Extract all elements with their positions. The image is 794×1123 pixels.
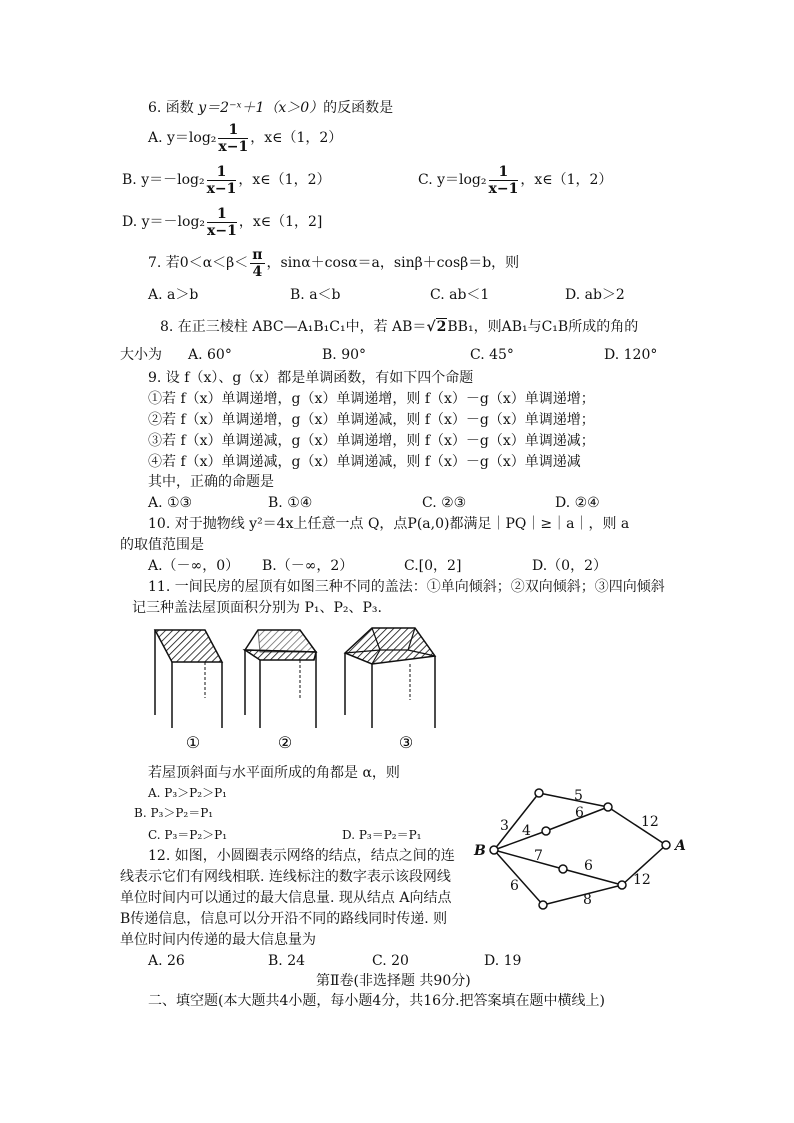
frac-den: 4	[252, 263, 263, 280]
q6-d-fraction	[207, 206, 237, 239]
figure-label-3: ③	[398, 733, 414, 752]
frac-num: π	[252, 246, 263, 263]
q6-stem-post: 的反函数是	[323, 100, 394, 116]
edge-weight: 6	[510, 878, 519, 894]
q7-option-b: B. a＜b	[290, 287, 341, 303]
q6-option-b	[122, 160, 330, 200]
node	[535, 789, 543, 797]
q6-d-pre: D. y＝－log₂	[122, 214, 206, 230]
q8-option-d: D. 120°	[604, 347, 658, 363]
q7-option-d: D. ab＞2	[565, 287, 625, 303]
q7-stem-pre: 7. 若0＜α＜β＜	[148, 255, 249, 271]
frac-den: x−1	[488, 180, 519, 197]
frac-den: x−1	[206, 180, 237, 197]
q7-fraction	[250, 247, 264, 280]
q8-line2: 大小为	[120, 347, 162, 363]
q6-b-post: ，x∈（1，2）	[238, 172, 331, 188]
q6-stem-expr: y＝2⁻ˣ＋1（x＞0）	[198, 100, 324, 116]
edge-weight: 12	[633, 872, 651, 888]
q9-ask: 其中，正确的命题是	[148, 474, 274, 490]
q11-option-d: D. P₃＝P₂＝P₁	[342, 828, 422, 842]
q9-option-d: D. ②④	[555, 495, 600, 511]
frac-num: 1	[218, 122, 248, 139]
q6-option-d	[122, 202, 322, 242]
q12-option-a: A. 26	[148, 953, 185, 969]
edge-weight: 7	[534, 848, 543, 864]
q10-line2: 的取值范围是	[120, 537, 204, 553]
edge-weight: 6	[575, 805, 584, 821]
edge-weight: 4	[522, 823, 531, 839]
q12-line2: 线表示它们有网线相联. 连线标注的数字表示该段网线	[120, 869, 451, 885]
figure-label-1: ①	[185, 733, 201, 752]
edge-weight: 12	[641, 814, 659, 830]
roof-figure-2	[245, 630, 316, 728]
edge-weight: 6	[584, 858, 593, 874]
q9-proposition-3: ③若 f（x）单调递减，g（x）单调递增，则 f（x）－g（x）单调递减；	[148, 433, 595, 449]
q12-option-d: D. 19	[484, 953, 522, 969]
edge-weight: 8	[583, 892, 592, 908]
q9-proposition-4: ④若 f（x）单调递减，g（x）单调递减，则 f（x）－g（x）单调递减	[148, 454, 581, 470]
section-2-heading: 二、填空题(本大题共4小题，每小题4分，共16分.把答案填在题中横线上)	[148, 993, 606, 1009]
q6-option-a	[148, 118, 342, 158]
node-label-b: B	[474, 843, 486, 859]
edge-weight: 5	[574, 788, 583, 804]
node-b	[490, 846, 498, 854]
frac-num: 1	[207, 206, 237, 223]
q10-option-b: B.（－∞，2）	[262, 558, 354, 574]
frac-num: 1	[207, 164, 237, 181]
roof-figures	[140, 620, 450, 755]
q8-stem-pre: 8. 在正三棱柱 ABC—A₁B₁C₁中，若 AB＝	[160, 319, 427, 335]
q7-option-c: C. ab＜1	[430, 287, 490, 303]
q12-line4: B传递信息，信息可以分开沿不同的路线同时传递. 则	[120, 911, 448, 927]
q8-sqrt-radicand: 2	[436, 319, 447, 335]
q9-option-c: C. ②③	[422, 495, 467, 511]
q6-d-post: ，x∈（1，2]	[238, 214, 323, 230]
q8-stem	[160, 318, 638, 336]
q7-stem-post: ，sinα＋cosα＝a，sinβ＋cosβ＝b，则	[266, 255, 520, 271]
q6-stem-pre: 6. 函数	[148, 100, 199, 116]
q7-stem	[148, 243, 519, 283]
q12-line1: 12. 如图，小圆圈表示网络的结点，结点之间的连	[148, 848, 455, 864]
roof-figure-3	[345, 628, 435, 728]
q11-option-b: B. P₃＞P₂＝P₁	[134, 806, 214, 820]
q10-stem: 10. 对于抛物线 y²＝4x上任意一点 Q，点P(a,0)都满足｜PQ｜≥｜a｜，则 a	[148, 516, 630, 532]
q11-line2: 记三种盖法屋顶面积分别为 P₁、P₂、P₃.	[132, 600, 382, 616]
q9-proposition-1: ①若 f（x）单调递增，g（x）单调递增，则 f（x）－g（x）单调递增；	[148, 391, 595, 407]
node	[604, 803, 612, 811]
section-2-title: 第Ⅱ卷(非选择题 共90分)	[316, 973, 471, 989]
q12-line3: 单位时间内可以通过的最大信息量. 现从结点 A向结点	[120, 890, 452, 906]
q12-option-c: C. 20	[372, 953, 409, 969]
frac-num: 1	[489, 164, 519, 181]
roof-figure-1	[155, 630, 222, 728]
q6-b-pre: B. y＝－log₂	[122, 172, 205, 188]
q6-c-fraction	[489, 164, 519, 197]
q11-condition: 若屋顶斜面与水平面所成的角都是 α，则	[148, 765, 400, 781]
network-figure	[470, 778, 690, 918]
q9-proposition-2: ②若 f（x）单调递增，g（x）单调递减，则 f（x）－g（x）单调递增；	[148, 412, 595, 428]
q6-a-fraction	[218, 122, 248, 155]
node	[542, 827, 550, 835]
node	[618, 881, 626, 889]
node-label-a: A	[675, 838, 686, 854]
q9-option-b: B. ①④	[268, 495, 313, 511]
q6-c-pre: C. y＝log₂	[418, 172, 487, 188]
q6-a-post: ，x∈（1，2）	[250, 130, 343, 146]
q12-line5: 单位时间内传递的最大信息量为	[120, 932, 316, 948]
q8-stem-post: BB₁，则AB₁与C₁B所成的角的	[447, 319, 639, 335]
q7-option-a: A. a＞b	[148, 287, 199, 303]
q11-option-a: A. P₃＞P₂＞P₁	[148, 786, 227, 800]
frac-den: x−1	[207, 222, 237, 239]
q11-stem: 11. 一间民房的屋顶有如图三种不同的盖法：①单向倾斜；②双向倾斜；③四向倾斜	[148, 579, 665, 595]
q6-a-pre: A. y＝log₂	[148, 130, 217, 146]
q6-b-fraction	[207, 164, 237, 197]
node-a	[662, 841, 670, 849]
q8-sqrt: √2	[426, 319, 447, 335]
edge-weight: 3	[500, 818, 509, 834]
q10-option-c: C.[0，2]	[404, 558, 462, 574]
node	[559, 865, 567, 873]
q10-option-a: A.（－∞，0）	[148, 558, 240, 574]
q8-option-c: C. 45°	[470, 347, 514, 363]
q9-option-a: A. ①③	[148, 495, 193, 511]
q6-option-c	[418, 160, 612, 200]
q6-stem	[148, 99, 393, 117]
q6-c-post: ，x∈（1，2）	[520, 172, 613, 188]
q9-stem: 9. 设 f（x）、g（x）都是单调函数，有如下四个命题	[148, 370, 474, 386]
q10-option-d: D.（0，2）	[532, 558, 607, 574]
node	[539, 901, 547, 909]
q8-option-b: B. 90°	[322, 347, 367, 363]
q12-option-b: B. 24	[268, 953, 306, 969]
figure-label-2: ②	[277, 733, 293, 752]
q8-option-a: A. 60°	[188, 347, 232, 363]
frac-den: x−1	[218, 138, 249, 155]
q11-option-c: C. P₃＝P₂＞P₁	[148, 828, 228, 842]
